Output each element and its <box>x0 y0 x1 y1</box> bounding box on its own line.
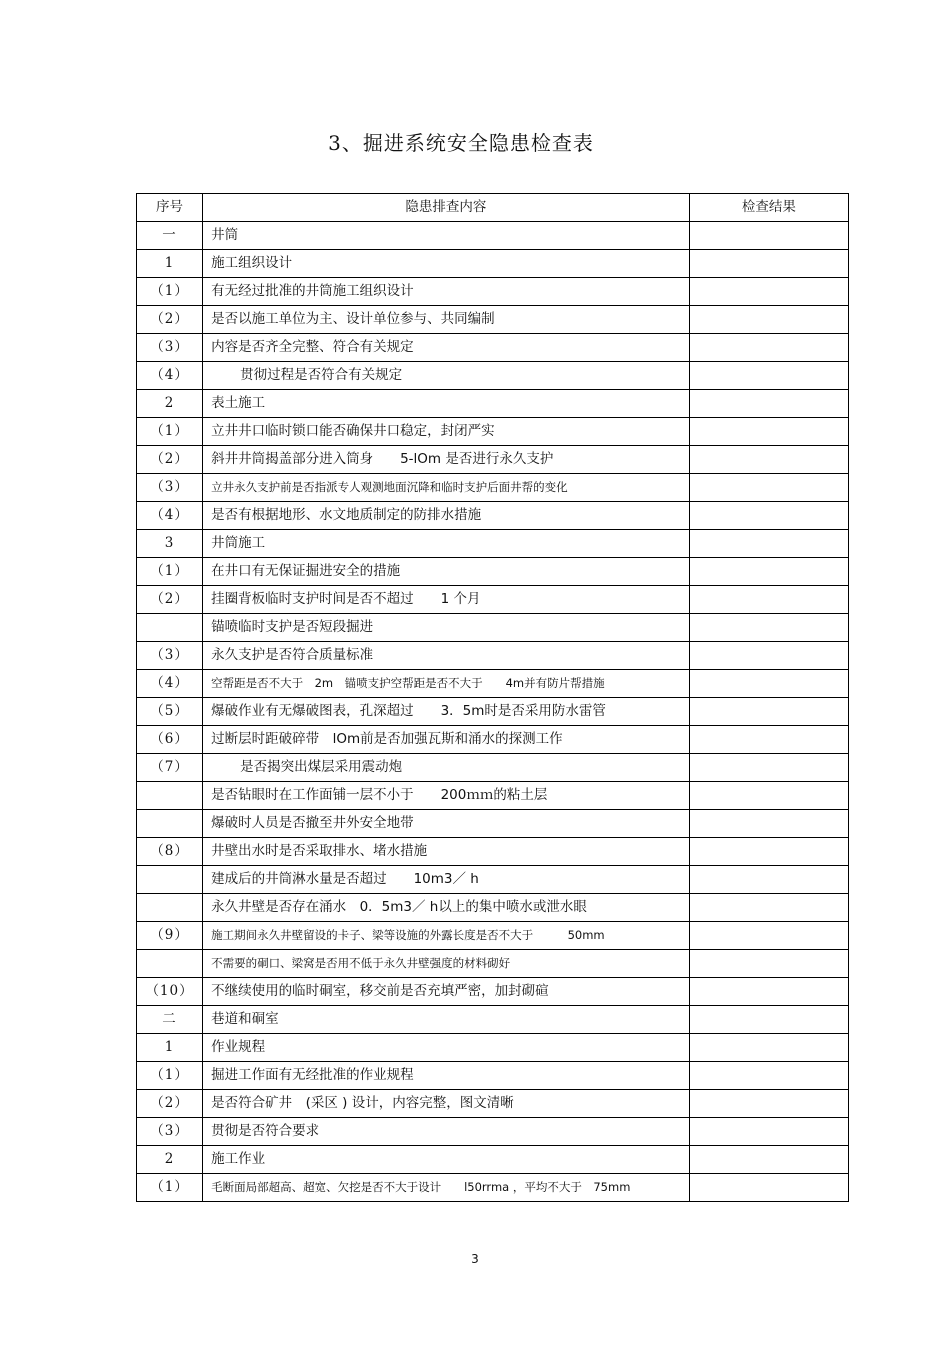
row-result[interactable] <box>689 1174 848 1202</box>
row-num: （1） <box>137 1062 203 1090</box>
row-result[interactable] <box>689 1146 848 1174</box>
row-result[interactable] <box>689 1034 848 1062</box>
row-content: 表土施工 <box>203 390 690 418</box>
table-row <box>137 1118 849 1146</box>
row-content: 是否揭突出煤层采用震动炮 <box>203 754 690 782</box>
table-row <box>137 278 849 306</box>
row-num: （4） <box>137 670 203 698</box>
table-row <box>137 530 849 558</box>
row-result[interactable] <box>689 950 848 978</box>
table-row <box>137 698 849 726</box>
row-content: 爆破时人员是否撤至井外安全地带 <box>203 810 690 838</box>
row-result[interactable] <box>689 894 848 922</box>
row-result[interactable] <box>689 726 848 754</box>
row-result[interactable] <box>689 922 848 950</box>
row-num: （3） <box>137 1118 203 1146</box>
row-content: 贯彻过程是否符合有关规定 <box>203 362 690 390</box>
table-row <box>137 334 849 362</box>
table-row <box>137 390 849 418</box>
header-num: 序号 <box>137 194 203 222</box>
row-content: 掘进工作面有无经批准的作业规程 <box>203 1062 690 1090</box>
row-content: 是否有根据地形、水文地质制定的防排水措施 <box>203 502 690 530</box>
row-num <box>137 614 203 642</box>
row-content: 巷道和硐室 <box>203 1006 690 1034</box>
row-num: （2） <box>137 1090 203 1118</box>
row-content: 毛断面局部超高、超宽、欠挖是否不大于设计 l50rrma ，平均不大于 75mm <box>203 1174 690 1202</box>
row-content: 锚喷临时支护是否短段掘进 <box>203 614 690 642</box>
row-content: 施工期间永久井壁留设的卡子、梁等设施的外露长度是否不大于 50mm <box>203 922 690 950</box>
row-content: 挂圈背板临时支护时间是否不超过 1 个月 <box>203 586 690 614</box>
table-row <box>137 1034 849 1062</box>
row-result[interactable] <box>689 278 848 306</box>
row-result[interactable] <box>689 446 848 474</box>
row-content: 不继续使用的临时硐室，移交前是否充填严密，加封砌碹 <box>203 978 690 1006</box>
row-num: 二 <box>137 1006 203 1034</box>
row-content: 作业规程 <box>203 1034 690 1062</box>
row-num: 1 <box>137 250 203 278</box>
table-row <box>137 586 849 614</box>
table-row <box>137 250 849 278</box>
page-number: 3 <box>471 1252 479 1266</box>
table-row <box>137 614 849 642</box>
row-num: （10） <box>137 978 203 1006</box>
row-result[interactable] <box>689 222 848 250</box>
row-content: 是否钻眼时在工作面铺一层不小于 200ｍｍ的粘土层 <box>203 782 690 810</box>
row-num: （2） <box>137 306 203 334</box>
table-row <box>137 922 849 950</box>
row-num: （4） <box>137 502 203 530</box>
row-content: 贯彻是否符合要求 <box>203 1118 690 1146</box>
table-row <box>137 362 849 390</box>
row-content: 斜井井筒揭盖部分进入筒身 5-lOm 是否进行永久支护 <box>203 446 690 474</box>
table-row <box>137 558 849 586</box>
header-content: 隐患排查内容 <box>203 194 690 222</box>
row-result[interactable] <box>689 978 848 1006</box>
row-content: 是否符合矿井 (采区 ) 设计，内容完整，图文清晰 <box>203 1090 690 1118</box>
row-content: 井壁出水时是否采取排水、堵水措施 <box>203 838 690 866</box>
row-content: 建成后的井筒淋水量是否超过 10m3／ h <box>203 866 690 894</box>
row-num: （5） <box>137 698 203 726</box>
row-result[interactable] <box>689 782 848 810</box>
table-row <box>137 866 849 894</box>
row-result[interactable] <box>689 250 848 278</box>
row-num: （7） <box>137 754 203 782</box>
table-row <box>137 950 849 978</box>
table-row <box>137 1146 849 1174</box>
table-row <box>137 642 849 670</box>
row-content: 不需要的硐口、梁窝是否用不低于永久井壁强度的材料砌好 <box>203 950 690 978</box>
row-num: （3） <box>137 474 203 502</box>
row-result[interactable] <box>689 362 848 390</box>
table-row <box>137 474 849 502</box>
row-result[interactable] <box>689 1062 848 1090</box>
table-row <box>137 726 849 754</box>
row-content: 过断层时距破碎带 lOm前是否加强瓦斯和涌水的探测工作 <box>203 726 690 754</box>
row-result[interactable] <box>689 810 848 838</box>
row-content: 井筒施工 <box>203 530 690 558</box>
row-num: （6） <box>137 726 203 754</box>
row-num: 一 <box>137 222 203 250</box>
row-num <box>137 782 203 810</box>
table-row <box>137 754 849 782</box>
row-result[interactable] <box>689 754 848 782</box>
row-num: （1） <box>137 418 203 446</box>
row-content: 内容是否齐全完整、符合有关规定 <box>203 334 690 362</box>
table-row <box>137 418 849 446</box>
row-num: 3 <box>137 530 203 558</box>
row-num <box>137 810 203 838</box>
table-row <box>137 1062 849 1090</box>
row-result[interactable] <box>689 474 848 502</box>
row-content: 爆破作业有无爆破图表，孔深超过 3．5m时是否采用防水雷管 <box>203 698 690 726</box>
row-content: 有无经过批准的井筒施工组织设计 <box>203 278 690 306</box>
row-num <box>137 866 203 894</box>
row-result[interactable] <box>689 530 848 558</box>
row-result[interactable] <box>689 1006 848 1034</box>
row-result[interactable] <box>689 670 848 698</box>
row-num: （1） <box>137 278 203 306</box>
table-row <box>137 1090 849 1118</box>
table-row <box>137 502 849 530</box>
row-result[interactable] <box>689 642 848 670</box>
table-row <box>137 670 849 698</box>
row-content: 空帮距是否不大于 2m 锚喷支护空帮距是否不大于 4m并有防片帮措施 <box>203 670 690 698</box>
row-num: （8） <box>137 838 203 866</box>
table-row <box>137 810 849 838</box>
table-header-row <box>137 194 849 222</box>
row-result[interactable] <box>689 586 848 614</box>
row-result[interactable] <box>689 838 848 866</box>
row-result[interactable] <box>689 306 848 334</box>
table-row <box>137 1006 849 1034</box>
table-row <box>137 1174 849 1202</box>
row-num <box>137 894 203 922</box>
document-title: 3、掘进系统安全隐患检查表 <box>328 131 594 155</box>
row-result[interactable] <box>689 418 848 446</box>
row-result[interactable] <box>689 1090 848 1118</box>
row-content: 是否以施工单位为主、设计单位参与、共同编制 <box>203 306 690 334</box>
row-num: （4） <box>137 362 203 390</box>
row-num: （3） <box>137 642 203 670</box>
row-result[interactable] <box>689 334 848 362</box>
row-result[interactable] <box>689 614 848 642</box>
header-result: 检查结果 <box>689 194 848 222</box>
table-row <box>137 894 849 922</box>
table-row <box>137 222 849 250</box>
row-num: 2 <box>137 1146 203 1174</box>
table-row <box>137 782 849 810</box>
row-content: 立井井口临时锁口能否确保井口稳定，封闭严实 <box>203 418 690 446</box>
row-content: 永久井壁是否存在涌水 0．5m3／ h以上的集中喷水或泄水眼 <box>203 894 690 922</box>
row-content: 永久支护是否符合质量标准 <box>203 642 690 670</box>
row-num <box>137 950 203 978</box>
safety-check-table <box>136 193 849 1202</box>
row-num: （1） <box>137 558 203 586</box>
row-num: （3） <box>137 334 203 362</box>
row-num: （2） <box>137 446 203 474</box>
row-content: 施工作业 <box>203 1146 690 1174</box>
row-result[interactable] <box>689 1118 848 1146</box>
table-row <box>137 838 849 866</box>
row-content: 在井口有无保证掘进安全的措施 <box>203 558 690 586</box>
row-num: （1） <box>137 1174 203 1202</box>
row-result[interactable] <box>689 558 848 586</box>
table-row <box>137 978 849 1006</box>
row-result[interactable] <box>689 390 848 418</box>
row-num: 2 <box>137 390 203 418</box>
row-result[interactable] <box>689 866 848 894</box>
row-content: 立井永久支护前是否指派专人观测地面沉降和临时支护后面井帮的变化 <box>203 474 690 502</box>
row-num: （9） <box>137 922 203 950</box>
row-result[interactable] <box>689 502 848 530</box>
row-num: 1 <box>137 1034 203 1062</box>
table-row <box>137 306 849 334</box>
row-content: 施工组织设计 <box>203 250 690 278</box>
row-content: 井筒 <box>203 222 690 250</box>
table-row <box>137 446 849 474</box>
row-result[interactable] <box>689 698 848 726</box>
row-num: （2） <box>137 586 203 614</box>
